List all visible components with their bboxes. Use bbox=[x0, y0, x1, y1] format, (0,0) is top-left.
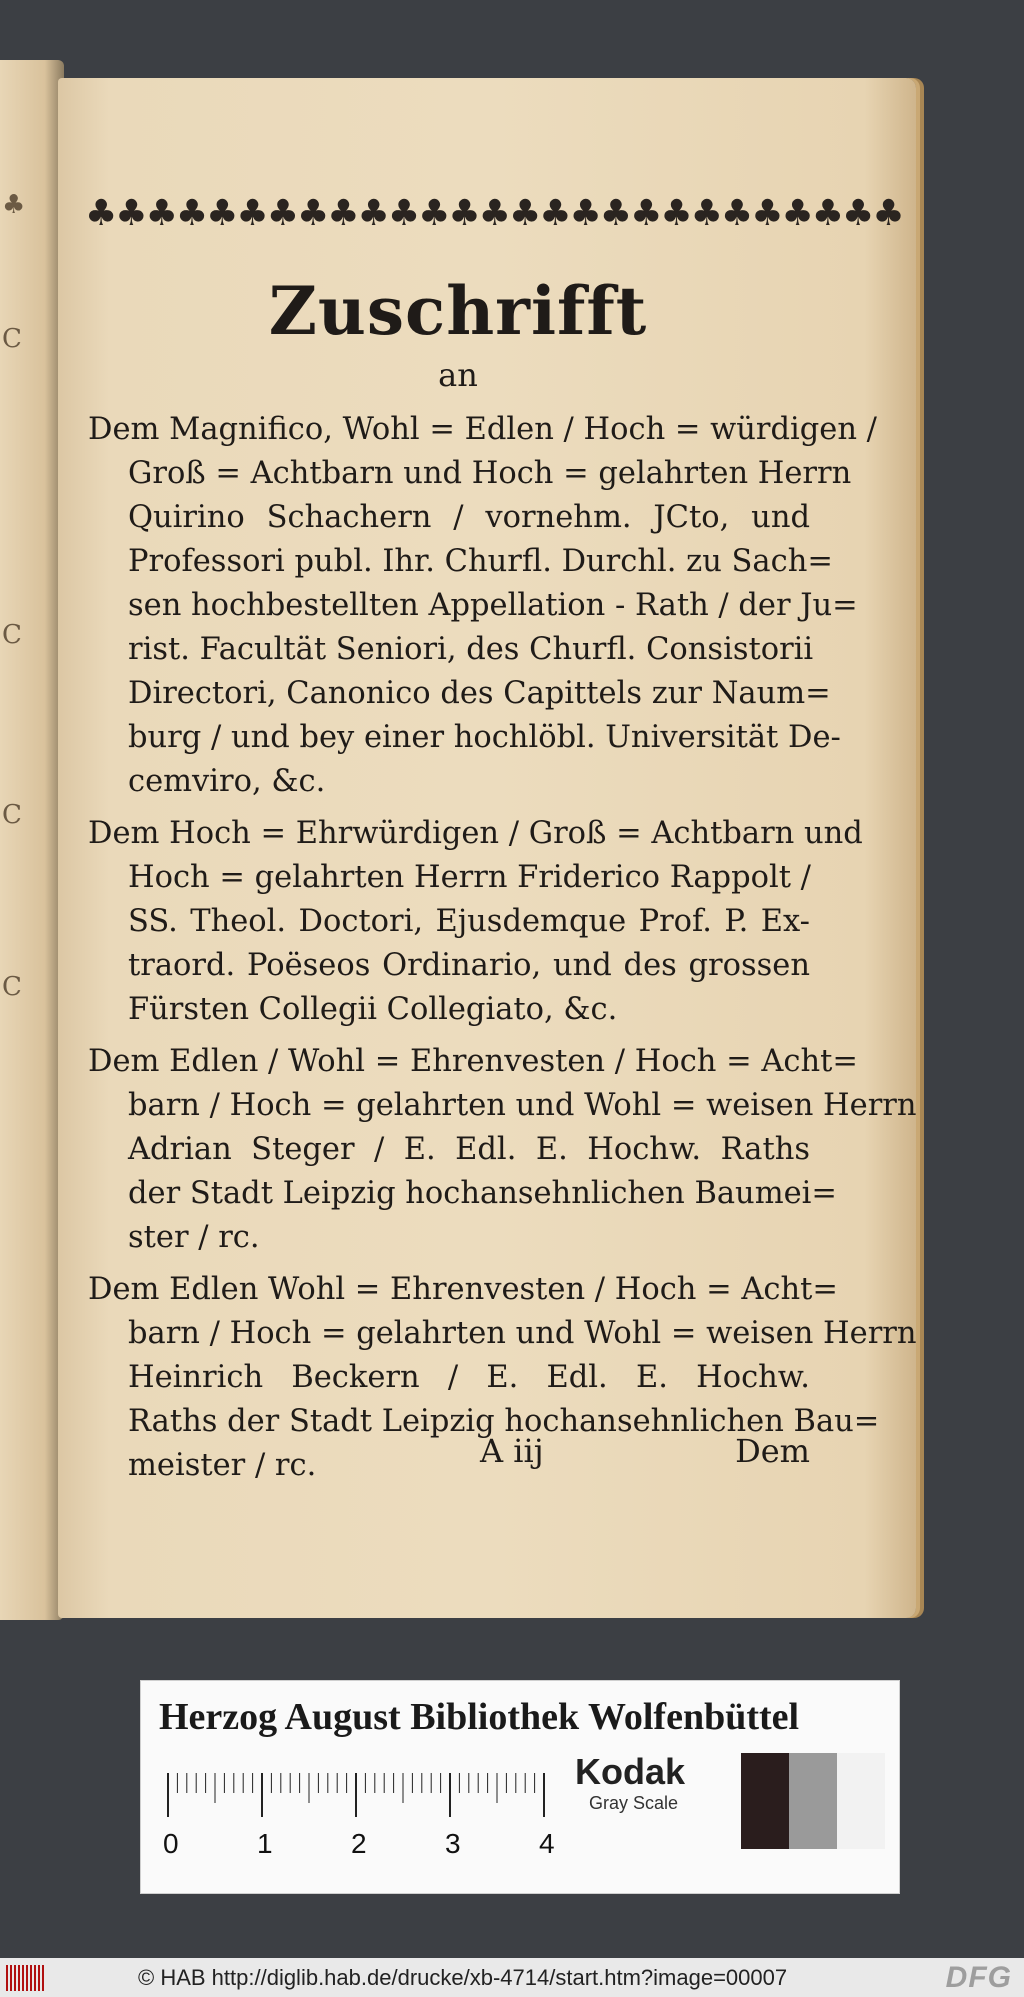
text-line: der Stadt Leipzig hochansehnlichen Baumei= bbox=[128, 1176, 837, 1211]
text-line: burg / und bey einer hochlöbl. Universität De- bbox=[128, 720, 841, 755]
color-calibration-card bbox=[140, 1680, 900, 1894]
dedication-entry bbox=[88, 408, 877, 804]
text-line: rist. Facultät Seniori, des Churfl. Consistorii bbox=[128, 632, 814, 667]
ruler-number: 1 bbox=[257, 1828, 273, 1859]
ruler bbox=[163, 1769, 583, 1859]
ornament-glyph: ♣ bbox=[85, 193, 116, 234]
ornament-glyph: ♣ bbox=[720, 193, 752, 234]
ornament-glyph: ♣ bbox=[781, 193, 812, 234]
ornament-glyph: ♣ bbox=[751, 193, 782, 234]
text-line: barn / Hoch = gelahrten und Wohl = weisen Herrn bbox=[128, 1316, 917, 1351]
ornament-glyph: ♣ bbox=[296, 193, 328, 234]
ornament-glyph: ♣ bbox=[327, 193, 358, 234]
ornament-glyph: ♣ bbox=[357, 193, 388, 234]
dedication-entries bbox=[88, 408, 917, 1496]
ornament-glyph: ♣ bbox=[115, 193, 146, 234]
text-line: Directori, Canonico des Capittels zur Naum= bbox=[128, 676, 831, 711]
signature-mark: A iij bbox=[480, 1432, 544, 1470]
ornament-glyph: ♣ bbox=[508, 193, 540, 234]
ornament-glyph: ♣ bbox=[842, 193, 873, 234]
dfg-logo: DFG bbox=[945, 1960, 1012, 1994]
kodak-logo: Kodak bbox=[575, 1751, 686, 1792]
facing-page-mark: C bbox=[2, 972, 22, 1002]
gray-swatches bbox=[741, 1753, 885, 1849]
gray-swatch bbox=[837, 1753, 885, 1849]
text-line: Hoch = gelahrten Herrn Friderico Rappolt / bbox=[128, 860, 811, 895]
text-line: SS. Theol. Doctori, Ejusdemque Prof. P. Ex- bbox=[128, 904, 810, 939]
ornament-border bbox=[85, 175, 903, 253]
ruler-number: 4 bbox=[539, 1828, 555, 1859]
text-line: Heinrich Beckern / E. Edl. E. Hochw. bbox=[128, 1360, 810, 1395]
text-line: Dem Hoch = Ehrwürdigen / Groß = Achtbarn und bbox=[88, 816, 863, 851]
text-line: meister / rc. bbox=[128, 1448, 317, 1483]
ornament-glyph: ♣ bbox=[872, 193, 903, 234]
ruler-number: 2 bbox=[351, 1828, 367, 1859]
text-line: Groß = Achtbarn und Hoch = gelahrten Herrn bbox=[128, 456, 852, 491]
dedication-entry bbox=[88, 1040, 917, 1260]
ornament-glyph: ♣ bbox=[630, 193, 661, 234]
ornament-glyph: ♣ bbox=[236, 193, 267, 234]
ornament-glyph: ♣ bbox=[206, 193, 237, 234]
source-url[interactable]: © HAB http://diglib.hab.de/drucke/xb-4714/start.htm?image=00007 bbox=[138, 1964, 788, 1990]
text-line: Raths der Stadt Leipzig hochansehnlichen Bau= bbox=[128, 1404, 880, 1439]
ornament-glyph: ♣ bbox=[690, 193, 721, 234]
text-line: Professori publ. Ihr. Churfl. Durchl. zu Sach= bbox=[128, 544, 833, 579]
text-line: Dem Edlen Wohl = Ehrenvesten / Hoch = Acht= bbox=[88, 1272, 838, 1307]
ornament-glyph: ♣ bbox=[145, 193, 176, 234]
catchword: Dem bbox=[735, 1432, 810, 1470]
hab-logo-icon bbox=[6, 1965, 46, 1991]
ornament-glyph: ♣ bbox=[448, 193, 479, 234]
text-line: barn / Hoch = gelahrten und Wohl = weisen Herrn bbox=[128, 1088, 917, 1123]
text-line: Adrian Steger / E. Edl. E. Hochw. Raths bbox=[128, 1132, 810, 1167]
ruler-number: 0 bbox=[163, 1828, 179, 1859]
facing-page-mark: C bbox=[2, 620, 22, 650]
institution-label: Herzog August Bibliothek Wolfenbüttel bbox=[159, 1696, 800, 1738]
text-line: Dem Edlen / Wohl = Ehrenvesten / Hoch = Acht= bbox=[88, 1044, 858, 1079]
dedication-entry bbox=[88, 812, 863, 1032]
text-line: ster / rc. bbox=[128, 1220, 260, 1255]
footer-bar bbox=[0, 1958, 1024, 1997]
text-line: Quirino Schachern / vornehm. JCto, und bbox=[128, 500, 810, 535]
ornament-glyph: ♣ bbox=[569, 193, 600, 234]
text-line: traord. Poëseos Ordinario, und des grossen bbox=[128, 948, 810, 983]
gray-swatch bbox=[741, 1753, 789, 1849]
facing-page-mark: C bbox=[2, 800, 22, 830]
ornament-glyph: ♣ bbox=[418, 193, 449, 234]
text-line: Dem Magnifico, Wohl = Edlen / Hoch = würdigen / bbox=[88, 412, 877, 447]
text-line: sen hochbestellten Appellation - Rath / der Ju= bbox=[128, 588, 858, 623]
ornament-glyph: ♣ bbox=[660, 193, 691, 234]
text-line: Fürsten Collegii Collegiato, &c. bbox=[128, 992, 618, 1027]
ornament-glyph: ♣ bbox=[478, 193, 509, 234]
ornament-glyph: ♣ bbox=[175, 193, 207, 234]
ornament-glyph: ♣ bbox=[387, 193, 419, 234]
gray-scale-label: Gray Scale bbox=[589, 1793, 679, 1813]
page-footer bbox=[128, 1432, 810, 1470]
facing-page-mark: C bbox=[2, 324, 22, 354]
gray-swatch bbox=[789, 1753, 837, 1849]
ornament-glyph: ♣ bbox=[811, 193, 843, 234]
facing-page-mark: ♣ bbox=[2, 190, 26, 220]
page-subtitle: an bbox=[438, 356, 478, 394]
ornament-glyph: ♣ bbox=[539, 193, 570, 234]
ornament-glyph: ♣ bbox=[599, 193, 631, 234]
ornament-glyph: ♣ bbox=[266, 193, 297, 234]
ruler-number: 3 bbox=[445, 1828, 461, 1859]
page-title: Zuschrifft bbox=[268, 272, 648, 350]
text-line: cemviro, &c. bbox=[128, 764, 326, 799]
